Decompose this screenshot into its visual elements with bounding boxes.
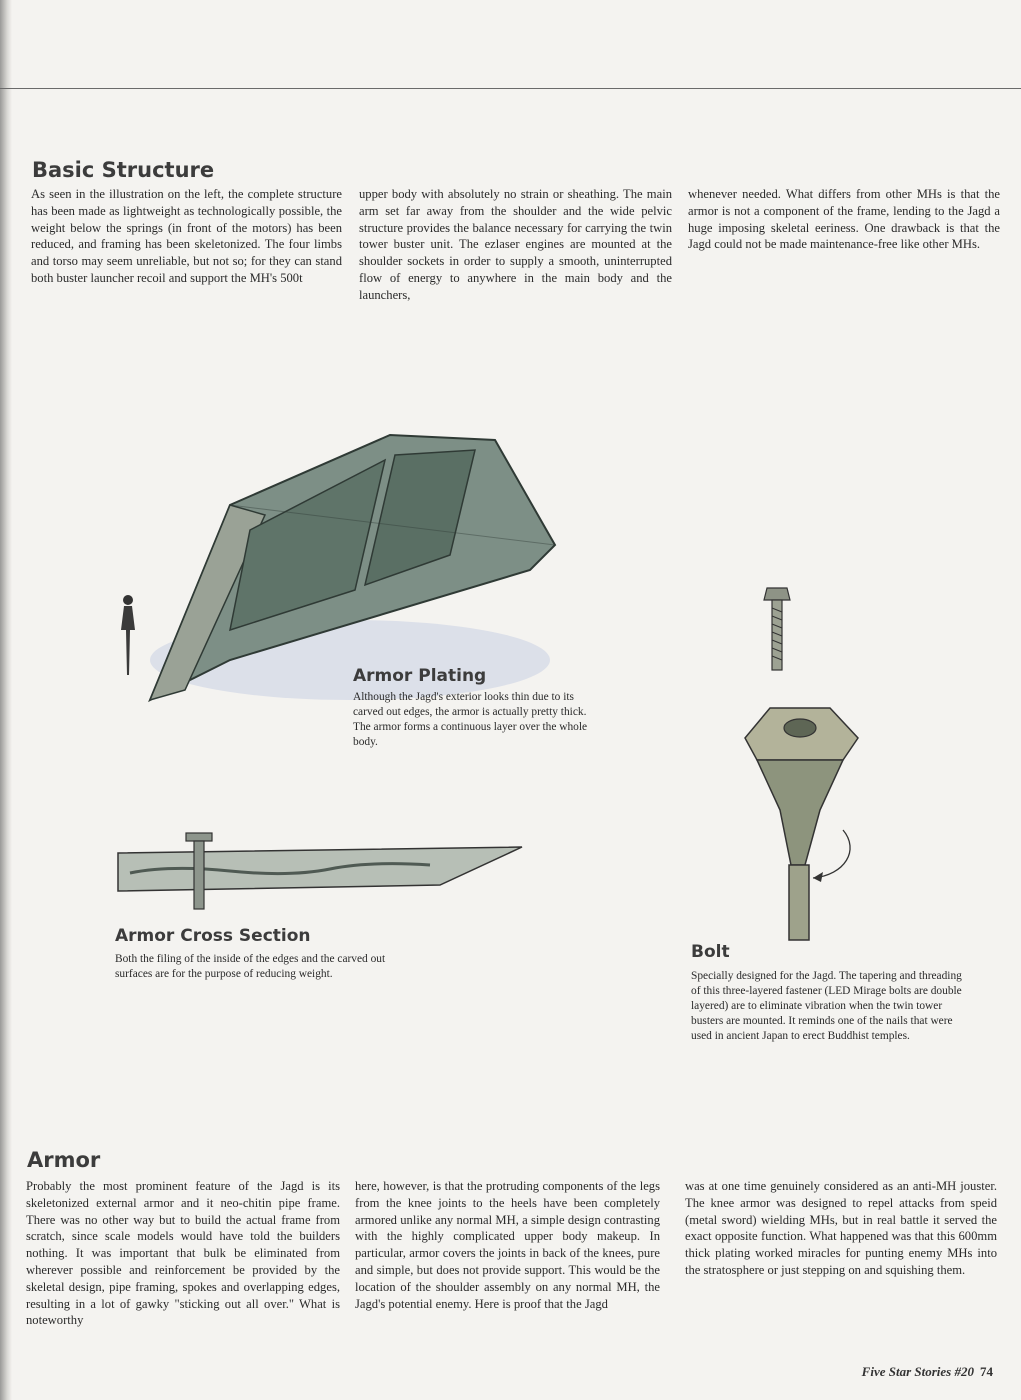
armor-cross-section-title: Armor Cross Section (115, 926, 311, 946)
bolt-title: Bolt (691, 942, 730, 962)
rotation-arrow (813, 830, 850, 878)
bolt-caption: Specially designed for the Jagd. The tapering and threading of this three-layered fastener (LED Mirage bolts are double layered) are to eliminate vibration when the twin tower busters are mounted. It reminds one of the nails that were used in ancient Japan to erect Buddhist temples. (691, 970, 962, 1042)
book-spine-shadow (0, 0, 12, 1400)
basic-structure-col1: As seen in the illustration on the left, the complete structure has been made as lightweight as technologically possible, the weight below the springs (in front of the motors) has been reduced, and framing has been skeletonized. The four limbs and torso may seem unreliable, but not so; for they can stand both buster launcher recoil and support the MH's 500t (31, 187, 342, 285)
basic-structure-heading: Basic Structure (32, 158, 215, 182)
small-bolt-illustration (762, 584, 792, 674)
page-footer (862, 1364, 993, 1380)
bolt-shaft (789, 865, 809, 940)
armor-col1: Probably the most prominent feature of the Jagd is its skeletonized external armor and it neo-chitin pipe frame. There was no other way but to build the actual frame from scratch, since scale models would have told the builders nothing. It was important that bulk be eliminated from wherever possible and reinforcement be provided by the skeletal design, pipe framing, spokes and overlapping edges, resulting in a lot of gawky "sticking out all over." What is noteworthy (26, 1179, 340, 1328)
header-rule (0, 88, 1021, 89)
armor-cross-section-illustration (110, 825, 530, 915)
bolt-taper (757, 760, 843, 865)
human-scale-figure (121, 595, 135, 675)
footer-title: Five Star Stories #20 (861, 1364, 974, 1379)
basic-structure-col2: upper body with absolutely no strain or sheathing. The main arm set far away from the shoulder and the wide pelvic structure provides the balance necessary for carrying the twin tower buster unit. The ezlaser engines are mounted at the shoulder sockets in order to supply a smooth, uninterrupted flow of energy to anywhere in the main body and the launchers, (359, 187, 672, 302)
armor-col3: was at one time genuinely considered as an anti-MH jouster. The knee armor was designed to repel attacks from speid (metal sword) wielding MHs, but in real battle it served the exact opposite function. What happened was that this 600mm thick plating worked miracles for punting enemy MHs into the stratosphere or just stepping on and squishing them. (685, 1179, 997, 1277)
armor-plating-caption: Although the Jagd's exterior looks thin due to its carved out edges, the armor is actually pretty thick. The armor forms a continuous layer over the whole body. (353, 691, 588, 748)
large-bolt-illustration (725, 700, 875, 945)
bolt-socket (784, 719, 816, 737)
armor-heading: Armor (27, 1148, 101, 1172)
basic-structure-col3: whenever needed. What differs from other MHs is that the armor is not a component of the frame, lending to the Jagd a huge imposing skeletal eeriness. One drawback is that the Jagd could not be made maintenance-free like other MHs. (688, 187, 1000, 252)
armor-plating-title: Armor Plating (353, 666, 487, 686)
cross-section-bolt-head (186, 833, 212, 841)
page-number: 74 (980, 1364, 993, 1379)
cross-section-bolt-shaft (194, 841, 204, 909)
armor-col2: here, however, is that the protruding components of the legs from the knee joints to the heels have been completely armored unlike any normal MH, a simple design contrasting with the highly complicated upper body makeup. In particular, armor covers the joints in back of the knees, pure and simple, but does not provide support. This would be the location of the shoulder assembly on any normal MH, the Jagd's potential enemy. Here is proof that the Jagd (355, 1179, 660, 1311)
armor-cross-section-caption: Both the filing of the inside of the edges and the carved out surfaces are for the purpose of reducing weight. (115, 953, 386, 980)
